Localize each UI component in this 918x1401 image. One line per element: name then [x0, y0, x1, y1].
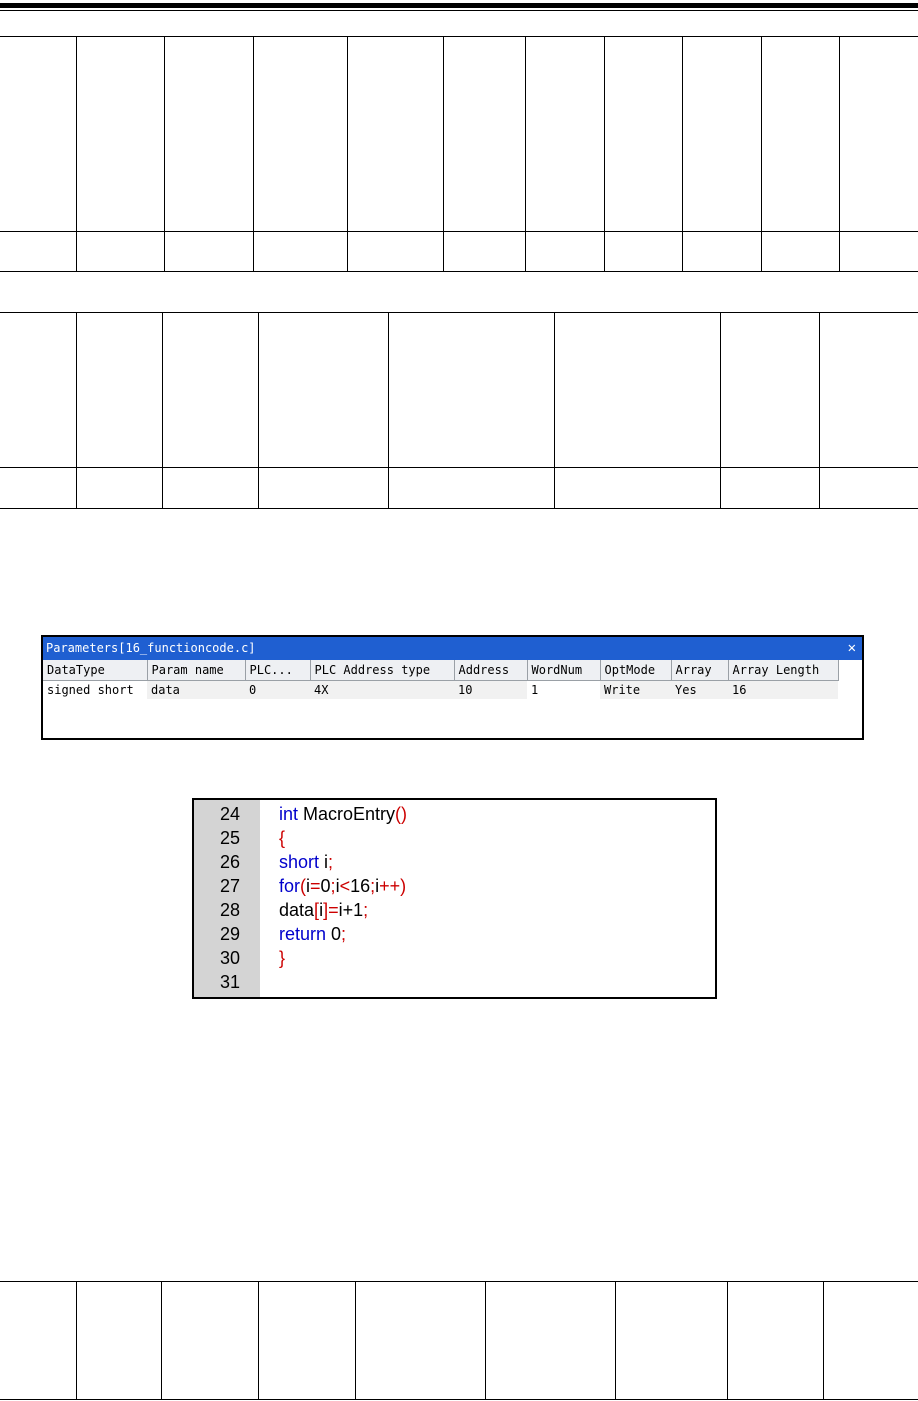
cell-address[interactable]: 10: [454, 681, 527, 700]
code-token: +1: [342, 900, 364, 920]
table-header-row: [0, 313, 918, 468]
code-line[interactable]: [194, 898, 369, 922]
code-token: (: [300, 876, 307, 896]
code-token: ++): [379, 876, 407, 896]
cell-array[interactable]: Yes: [671, 681, 728, 700]
column-header-datatype[interactable]: DataType: [43, 660, 147, 681]
code-text: [279, 850, 333, 874]
code-token: return: [279, 924, 327, 944]
table-row: [0, 468, 918, 509]
code-token: i: [319, 852, 329, 872]
code-token: for: [279, 876, 301, 896]
column-header-array-length[interactable]: Array Length: [728, 660, 838, 681]
code-token: i: [306, 876, 311, 896]
line-number: 27: [219, 876, 240, 896]
line-number: 30: [219, 948, 240, 968]
code-text: [279, 802, 407, 826]
code-token: ;: [370, 876, 376, 896]
line-number: 29: [219, 924, 240, 944]
cell-optmode[interactable]: Write: [600, 681, 671, 700]
code-line[interactable]: [194, 874, 407, 898]
code-token: ]=: [323, 900, 339, 920]
code-editor[interactable]: [192, 798, 717, 999]
table-frame-3: [0, 1281, 918, 1400]
code-token: 16: [350, 876, 371, 896]
code-token: data: [279, 900, 315, 920]
column-header-plc[interactable]: PLC...: [245, 660, 310, 681]
code-line[interactable]: [194, 970, 240, 994]
code-token: [: [314, 900, 320, 920]
close-icon[interactable]: ✕: [847, 640, 856, 656]
code-token: i: [335, 876, 340, 896]
column-header-optmode[interactable]: OptMode: [600, 660, 671, 681]
parameters-title: Parameters[16_functioncode.c]: [46, 641, 256, 655]
code-text: [279, 898, 368, 922]
table-header-row: [0, 37, 918, 232]
cell-array-length[interactable]: 16: [728, 681, 838, 700]
table-frame-1: [0, 36, 918, 272]
cell-plc[interactable]: 0: [245, 681, 310, 700]
table-row: [0, 232, 918, 272]
column-header-param-name[interactable]: Param name: [147, 660, 245, 681]
cell-param-name[interactable]: data: [147, 681, 245, 700]
column-header-plc-address-type[interactable]: PLC Address type: [310, 660, 454, 681]
code-token: short: [279, 852, 320, 872]
table-row[interactable]: [43, 681, 838, 700]
table-header-row: [0, 1282, 918, 1400]
column-header-array[interactable]: Array: [671, 660, 728, 681]
table-frame-2: [0, 312, 918, 509]
cell-datatype[interactable]: signed short: [47, 683, 134, 697]
code-token: }: [279, 948, 286, 968]
code-token: MacroEntry: [298, 804, 396, 824]
code-token: i: [319, 900, 324, 920]
code-token: (): [395, 804, 408, 824]
code-token: ;: [328, 852, 334, 872]
code-token: =: [310, 876, 321, 896]
code-token: <: [339, 876, 351, 896]
line-number: 26: [219, 852, 240, 872]
column-header-wordnum[interactable]: WordNum: [527, 660, 600, 681]
code-token: i: [375, 876, 380, 896]
code-token: 0: [320, 876, 331, 896]
header-rule-thick: [0, 3, 918, 8]
code-line[interactable]: [194, 802, 408, 826]
header-rule-thin: [0, 10, 918, 11]
code-line[interactable]: [194, 826, 286, 850]
code-token: 0: [326, 924, 342, 944]
parameters-title-bar[interactable]: [43, 637, 862, 660]
parameters-grid: [43, 660, 839, 699]
line-number: 24: [219, 804, 240, 824]
code-token: i: [338, 900, 343, 920]
code-token: int: [279, 804, 299, 824]
code-text: [279, 946, 285, 970]
code-line[interactable]: [194, 922, 347, 946]
line-number: 28: [219, 900, 240, 920]
line-number: 31: [219, 972, 240, 992]
code-token: ;: [363, 900, 369, 920]
cell-wordnum[interactable]: 1: [531, 683, 539, 697]
parameters-header-row: [43, 660, 838, 681]
code-line[interactable]: [194, 946, 286, 970]
line-number: 25: [219, 828, 240, 848]
cell-plc-address-type[interactable]: 4X: [310, 681, 454, 700]
code-token: ;: [341, 924, 347, 944]
code-text: [279, 826, 285, 850]
code-token: ;: [330, 876, 336, 896]
column-header-address[interactable]: Address: [454, 660, 527, 681]
code-text: [279, 874, 406, 898]
parameters-window: [41, 635, 864, 740]
code-line[interactable]: [194, 850, 334, 874]
code-token: {: [279, 828, 286, 848]
code-text: [279, 922, 346, 946]
